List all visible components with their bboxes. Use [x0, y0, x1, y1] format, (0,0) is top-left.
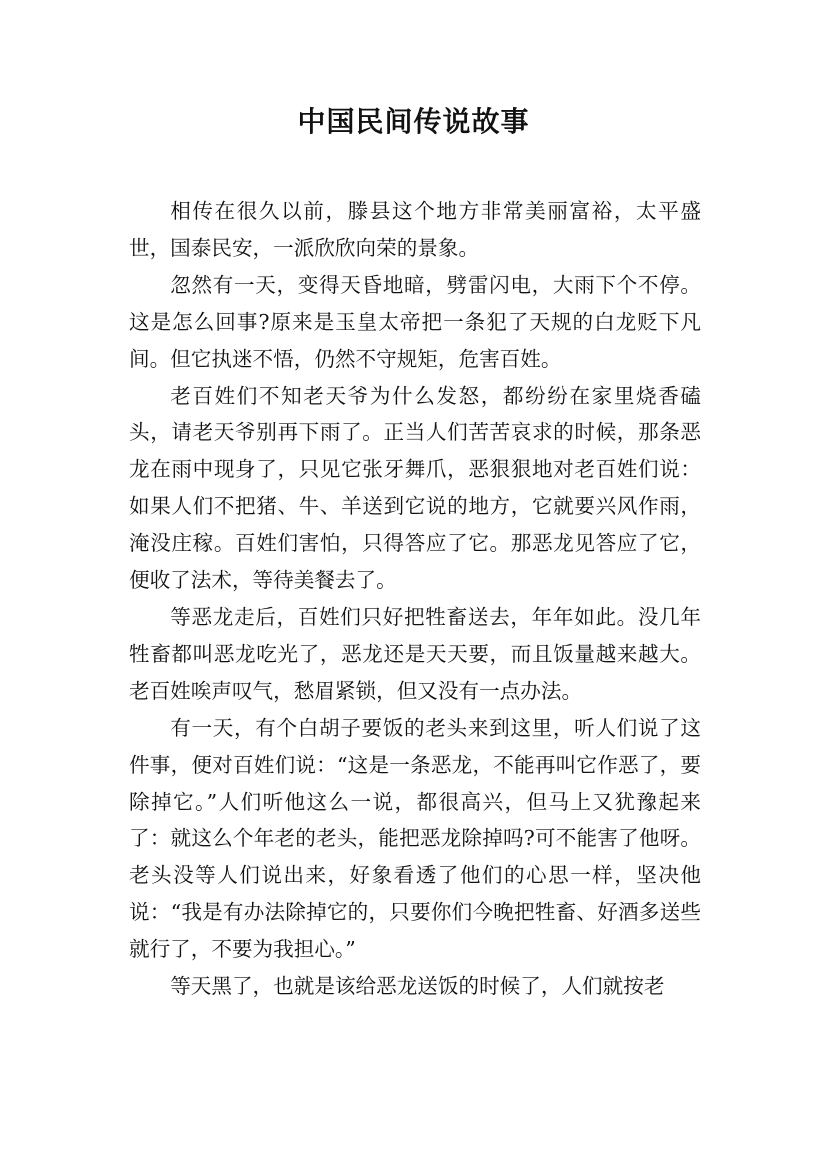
paragraph: 相传在很久以前，滕县这个地方非常美丽富裕，太平盛世，国泰民安，一派欣欣向荣的景象。: [129, 199, 701, 260]
paragraph: 等天黑了，也就是该给恶龙送饭的时候了，人们就按老: [170, 974, 665, 999]
document-title: 中国民间传说故事: [297, 105, 530, 138]
paragraph: 有一天，有个白胡子要饭的老头来到这里，听人们说了这件事，便对百姓们说：“这是一条恶龙，不能再叫它作恶了，要除掉它。”人们听他这么一说，都很高兴，但马上又犹豫起来了：就这么个年老的老头，能把恶龙除掉吗?可不能害了他呀。老头没等人们说出来，好象看透了他们的心思一样，坚决他说：“我是有办法除掉它的，只要你们今晚把牲畜、好酒多送些就行了，不要为我担心。”: [129, 715, 701, 962]
document-body: [129, 193, 701, 1005]
paragraph: 忽然有一天，变得天昏地暗，劈雷闪电，大雨下个不停。这是怎么回事?原来是玉皇太帝把一条犯了天规的白龙贬下凡间。但它执迷不悟，仍然不守规矩，危害百姓。: [129, 272, 701, 371]
paragraph: 等恶龙走后，百姓们只好把牲畜送去，年年如此。没几年牲畜都叫恶龙吃光了，恶龙还是天天要，而且饭量越来越大。老百姓唉声叹气，愁眉紧锁，但又没有一点办法。: [129, 604, 701, 703]
paragraph: 老百姓们不知老天爷为什么发怒，都纷纷在家里烧香磕头，请老天爷别再下雨了。正当人们苦苦哀求的时候，那条恶龙在雨中现身了，只见它张牙舞爪，恶狠狠地对老百姓们说：如果人们不把猪、牛、羊送到它说的地方，它就要兴风作雨，淹没庄稼。百姓们害怕，只得答应了它。那恶龙见答应了它，便收了法术，等待美餐去了。: [129, 383, 701, 593]
